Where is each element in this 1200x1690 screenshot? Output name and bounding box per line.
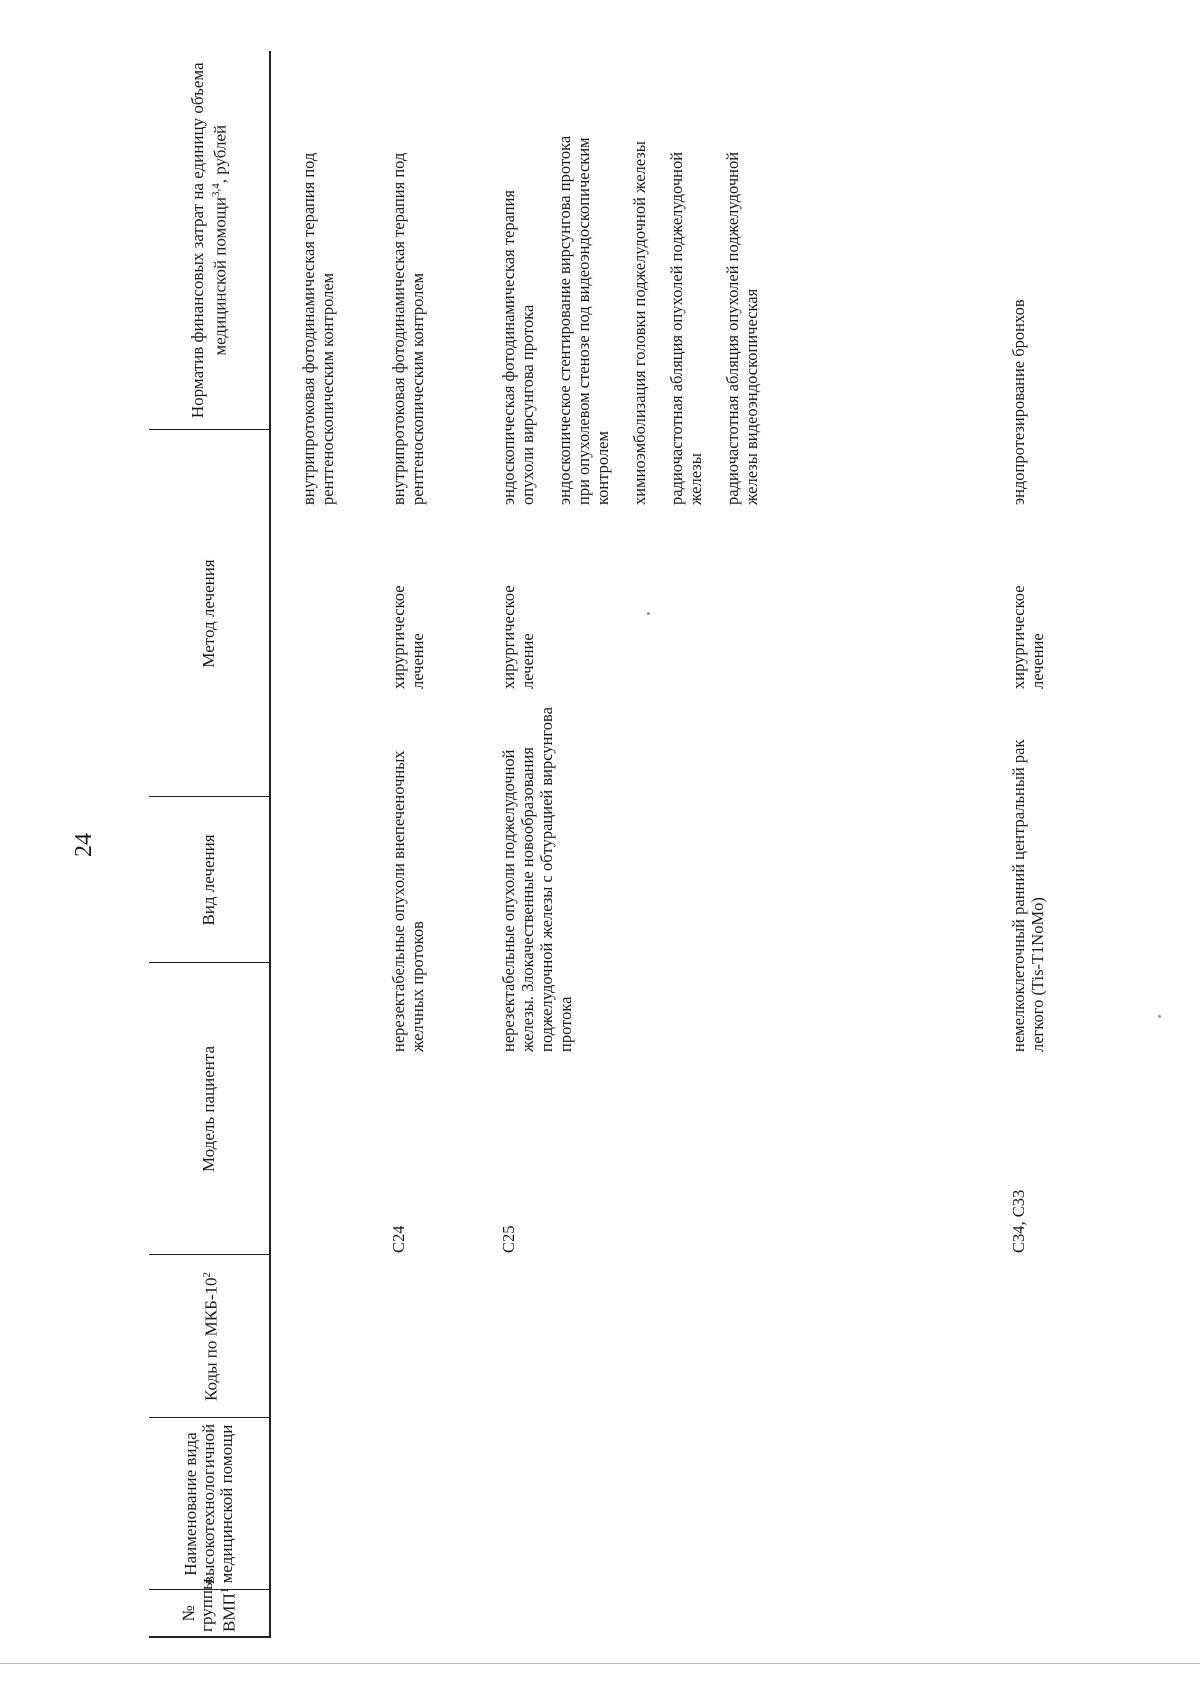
method-item: химиоэмболизация головки поджелудочной железы [630, 141, 649, 505]
header-care-type-name: Наименование вида высокотехнологичной медицинской помощи [149, 1418, 270, 1590]
method-item: эндопротезирование бронхов [1009, 299, 1028, 505]
method-item: радиочастотная абляция опухолей поджелудочной железы видеоэндоскопическая [723, 151, 761, 505]
patient-model-cell: немелкоклеточный ранний центральный рак легкого (Tis-T1NoMo) [1009, 739, 1047, 1052]
method-cell [499, 135, 779, 505]
method-cell [1009, 135, 1046, 505]
header-patient-model: Модель пациента [149, 963, 270, 1255]
patient-model-cell: нерезектабельные опухоли поджелудочной железы. Злокачественные новообразования поджелудочной железы с обтурацией вирсунгова протока [499, 707, 575, 1052]
scan-speck [1158, 1015, 1161, 1018]
method-cell [299, 135, 355, 505]
treatment-kind-cell: хирургическое лечение [1009, 585, 1047, 689]
method-item: внутрипротоковая фотодинамическая терапия под рентгеноскопическим контролем [389, 152, 427, 505]
icd-code-cell: C25 [499, 1225, 518, 1253]
header-group-number: № группы ВМП$^1$ [149, 1590, 270, 1637]
table-header [149, 51, 271, 1638]
icd-code-cell: C24 [389, 1225, 408, 1253]
method-item: радиочастотная абляция опухолей поджелудочной железы [667, 151, 705, 505]
patient-model-cell: нерезектабельные опухоли внепеченочных желчных протоков [389, 750, 427, 1052]
header-treatment-method: Метод лечения [149, 430, 270, 797]
bottom-rule [0, 1663, 1200, 1664]
method-cell [389, 135, 445, 505]
header-cost-standard: Норматив финансовых затрат на единицу объема медицинской помощи$^{3,4}$, рублей [149, 51, 270, 430]
method-item: внутрипротоковая фотодинамическая терапия под рентгеноскопическим контролем [299, 152, 337, 505]
treatment-kind-cell: хирургическое лечение [389, 585, 427, 689]
header-treatment-kind: Вид лечения [149, 797, 270, 963]
page-number: 24 [71, 833, 97, 857]
icd-code-cell: C34, C33 [1009, 1189, 1028, 1253]
method-item: эндоскопическое стентирование вирсунгова протока при опухолевом стенозе под видеоэндоскопическим контролем [555, 135, 612, 505]
rotated-table [149, 52, 1047, 1638]
treatment-kind-cell: хирургическое лечение [499, 585, 537, 689]
method-item: эндоскопическая фотодинамическая терапия опухоли вирсунгова протока [499, 190, 537, 505]
header-icd-codes: Коды по МКБ-$10^2$ [149, 1255, 270, 1418]
scan-speck [647, 612, 650, 615]
